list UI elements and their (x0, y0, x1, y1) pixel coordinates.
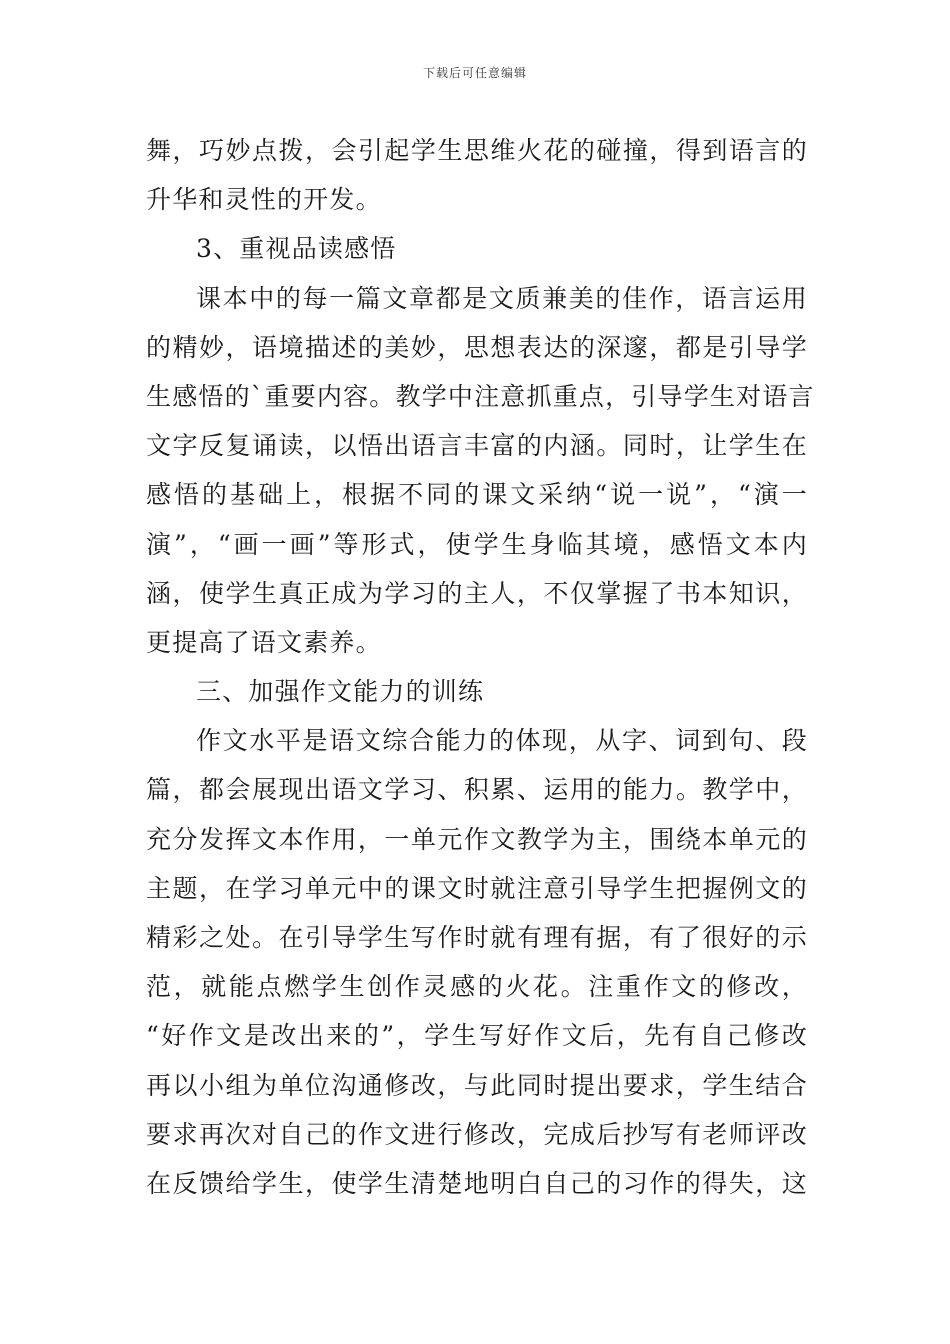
text-line: 主题，在学习单元中的课文时就注意引导学生把握例文的 (146, 873, 808, 903)
text-line: 三、加强作文能力的训练 (196, 677, 485, 707)
text-line: 再以小组为单位沟通修改，与此同时提出要求，学生结合 (146, 1070, 808, 1100)
text-line: 在反馈给学生，使学生清楚地明白自己的习作的得失，这 (146, 1168, 808, 1198)
text-line: 舞，巧妙点拨，会引起学生思维火花的碰撞，得到语言的 (146, 136, 808, 165)
text-line: 作文水平是语文综合能力的体现，从字、词到句、段 (196, 726, 808, 756)
text-line: 范，就能点燃学生创作灵感的火花。注重作文的修改， (146, 972, 808, 1002)
text-line: 充分发挥文本作用，一单元作文教学为主，围绕本单元的 (146, 824, 808, 854)
text-line: 课本中的每一篇文章都是文质兼美的佳作，语言运用 (196, 283, 808, 313)
text-line: 更提高了语文素养。 (146, 627, 382, 657)
text-line: 篇，都会展现出语文学习、积累、运用的能力。教学中， (146, 775, 808, 805)
text-line: 感悟的基础上，根据不同的课文采纳“说一说”，“演一 (146, 480, 808, 510)
text-line: 的精妙，语境描述的美妙，思想表达的深邃，都是引导学 (146, 332, 808, 362)
text-line: 要求再次对自己的作文进行修改，完成后抄写有老师评改 (146, 1119, 808, 1149)
body-text (146, 126, 815, 1208)
text-line: 文字反复诵读，以悟出语言丰富的内涵。同时，让学生在 (146, 431, 808, 461)
page-header: 下载后可任意编辑 (422, 66, 527, 80)
text-line: 升华和灵性的开发。 (146, 185, 382, 215)
text-line: “好作文是改出来的”，学生写好作文后，先有自己修改 (146, 1021, 808, 1051)
text-line: 涵，使学生真正成为学习的主人，不仅掌握了书本知识， (146, 578, 808, 608)
text-line: 3、重视品读感悟 (196, 234, 397, 264)
text-line: 演”，“画一画”等形式，使学生身临其境，感悟文本内 (146, 529, 808, 559)
text-line: 精彩之处。在引导学生写作时就有理有据，有了很好的示 (146, 923, 808, 952)
text-line: 生感悟的`重要内容。教学中注意抓重点，引导学生对语言 (146, 381, 815, 411)
